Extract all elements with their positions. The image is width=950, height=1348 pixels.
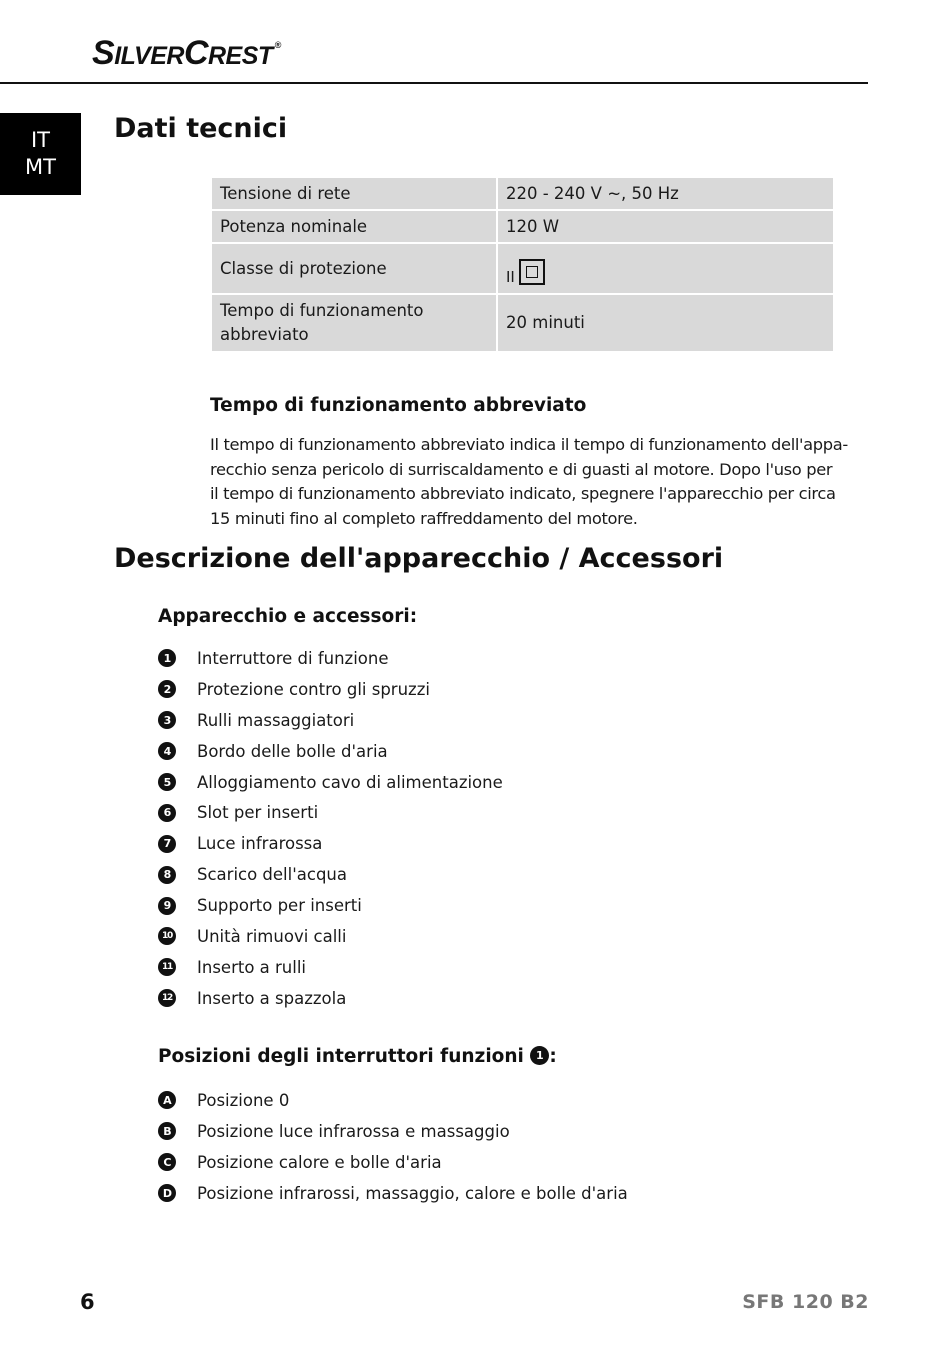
list-item-label: Inserto a spazzola [197,988,347,1008]
list-item [158,921,503,952]
list-item-label: Slot per inserti [197,803,319,823]
table-cell-value [497,243,834,294]
number-marker-icon: 12 [158,989,176,1007]
list-item [158,705,503,736]
number-marker-icon: 2 [158,680,176,698]
letter-marker-icon: D [158,1184,176,1202]
table-row [211,243,834,294]
number-marker-icon: 10 [158,927,176,945]
table-cell-value: 120 W [497,210,834,243]
language-code-it: IT [30,128,51,152]
section-title-description: Descrizione dell'apparecchio / Accessori [114,543,724,574]
number-marker-icon: 5 [158,773,176,791]
number-marker-icon: 1 [530,1046,549,1065]
list-item-label: Bordo delle bolle d'aria [197,741,388,761]
protection-class-value: II [506,267,515,286]
table-row [211,177,834,210]
list-item-label: Luce infrarossa [197,834,323,854]
list-item-label: Interruttore di funzione [197,648,389,668]
table-row [211,210,834,243]
number-marker-icon: 9 [158,897,176,915]
double-insulation-icon [519,259,545,285]
paragraph-line: recchio senza pericolo di surriscaldamento e di guasti al motore. Dopo l'uso per [210,459,833,479]
list-item [158,828,503,859]
number-marker-icon: 1 [158,649,176,667]
number-marker-icon: 6 [158,804,176,822]
paragraph-line: Il tempo di funzionamento abbreviato indica il tempo di funzionamento dell'appa- [210,435,848,454]
technical-data-table [210,176,835,353]
letter-marker-icon: A [158,1091,176,1109]
language-code-mt: MT [25,155,56,179]
list-item-label: Scarico dell'acqua [197,865,347,885]
list-item [158,859,503,890]
language-tab [0,113,81,195]
table-row [211,294,834,352]
list-item [158,643,503,674]
header-divider [0,82,868,84]
number-marker-icon: 3 [158,711,176,729]
list-item-label: Posizione infrarossi, massaggio, calore e bolle d'aria [197,1183,628,1203]
number-marker-icon: 11 [158,958,176,976]
list-item-label: Posizione 0 [197,1090,290,1110]
subheading-short-operating-time: Tempo di funzionamento abbreviato [210,395,587,416]
table-cell-label: Tensione di rete [211,177,497,210]
short-operating-time-paragraph [210,433,848,531]
list-item-label: Unità rimuovi calli [197,926,347,946]
list-item-label: Posizione luce infrarossa e massaggio [197,1121,510,1141]
letter-marker-icon: C [158,1153,176,1171]
number-marker-icon: 8 [158,866,176,884]
list-item-label: Supporto per inserti [197,896,362,916]
subheading-switch-positions: Posizioni degli interruttori funzioni 1 : [158,1046,557,1067]
list-item [158,983,503,1014]
page-number: 6 [80,1290,95,1314]
section-title-technical-data: Dati tecnici [114,113,288,144]
letter-marker-icon: B [158,1122,176,1140]
list-item [158,890,503,921]
table-cell-label: Potenza nominale [211,210,497,243]
list-item [158,1085,628,1116]
list-item [158,1178,628,1209]
table-cell-value: 20 minuti [497,294,834,352]
list-item-label: Inserto a rulli [197,957,307,977]
list-item [158,1116,628,1147]
subheading-parts: Apparecchio e accessori: [158,606,418,627]
list-item-label: Posizione calore e bolle d'aria [197,1152,442,1172]
number-marker-icon: 4 [158,742,176,760]
model-number: SFB 120 B2 [742,1291,869,1313]
list-item-label: Rulli massaggiatori [197,710,355,730]
parts-list [158,643,503,1014]
list-item [158,952,503,983]
list-item-label: Alloggiamento cavo di alimentazione [197,772,503,792]
list-item [158,736,503,767]
silvercrest-logo: SILVERCREST ® [92,34,281,72]
list-item [158,674,503,705]
list-item [158,1147,628,1178]
paragraph-line: il tempo di funzionamento abbreviato indicato, spegnere l'apparecchio per circa [210,484,836,503]
table-cell-label: Classe di protezione [211,243,497,294]
number-marker-icon: 7 [158,835,176,853]
switch-positions-list [158,1085,628,1209]
list-item [158,767,503,798]
table-cell-label: Tempo di funzionamento abbreviato [211,294,497,352]
list-item-label: Protezione contro gli spruzzi [197,679,430,699]
table-cell-value: 220 - 240 V ~, 50 Hz [497,177,834,210]
paragraph-line: 15 minuti fino al completo raffreddamento del motore. [210,508,638,528]
list-item [158,797,503,828]
